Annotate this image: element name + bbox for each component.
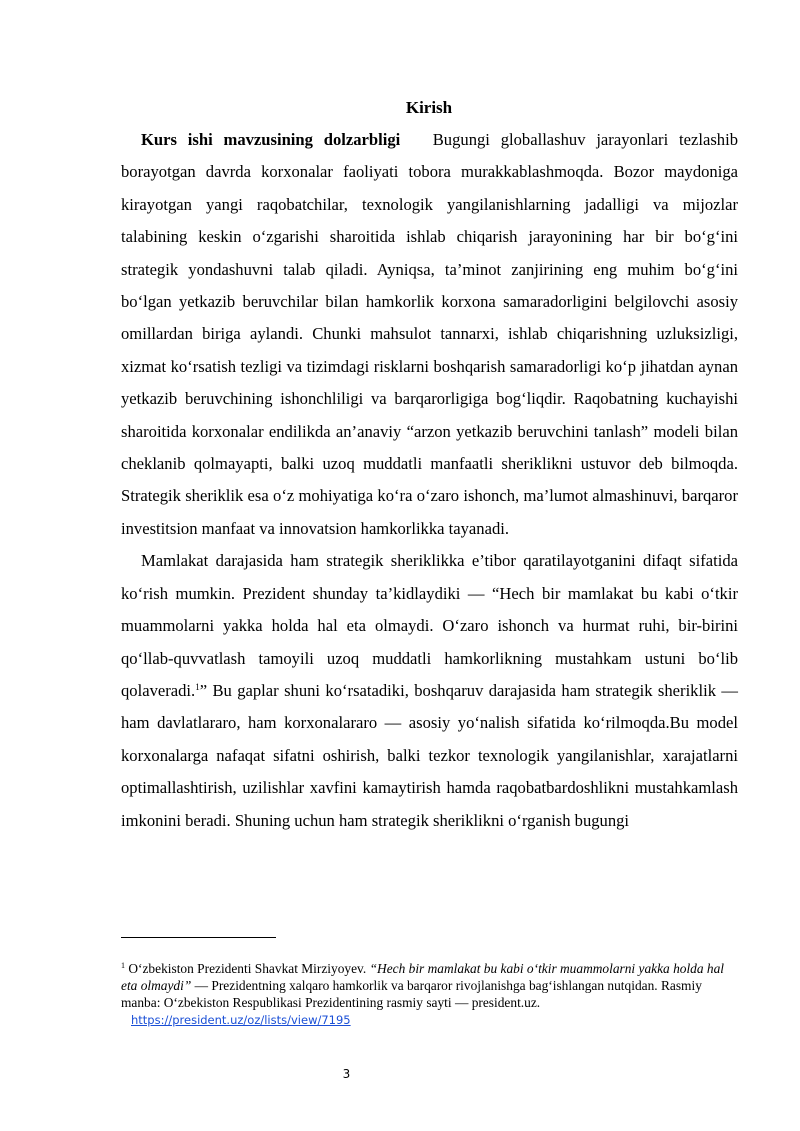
- footnote-separator: [121, 937, 276, 938]
- paragraph-lead: Kurs ishi mavzusining dolzarbligi: [141, 130, 401, 149]
- paragraph-text: Bugungi globallashuv jarayonlari tezlashib borayotgan davrda korxonalar faoliyati tobora murakkablashmoqda. Bozor maydoniga kirayotgan yangi raqobatchilar, texnologik yangilanishlarning jadalligi va mijozlar talabining keskin o‘zgarishi sharoitida ishlab chiqarish jarayonining har bir bo‘g‘ini strategik yondashuvni talab qiladi. Ayniqsa, ta’minot zanjirining eng muhim bo‘g‘ini bo‘lgan yetkazib beruvchilar bilan hamkorlik korxona samaradorligini belgilovchi asosiy omillardan biriga aylandi. Chunki mahsulot tannarxi, ishlab chiqarishning uzluksizligi, xizmat ko‘rsatish tezligi va tizimdagi risklarni boshqarish samaradorligi ko‘p jihatdan aynan yetkazib beruvchining ishonchliligi va barqarorligiga bog‘liqdir. Raqobatning kuchayishi sharoitida korxonalar endilikda an’anaviy “arzon yetkazib beruvchini tanlash” modeli bilan cheklanib qolmayapti, balki uzoq muddatli manfaatli sheriklikni ustuvor deb bilmoqda. Strategik sheriklik esa o‘z mohiyatiga ko‘ra o‘zaro ishonch, ma’lumot almashinuvi, barqaror investitsion manfaat va innovatsion hamkorlikka tayanadi.: [121, 130, 738, 538]
- footnote: [121, 960, 741, 1029]
- paragraph-text: ” Bu gaplar shuni ko‘rsatadiki, boshqaruv darajasida ham strategik sheriklik — ham davlatlararo, ham korxonalararo — asosiy yo‘nalish sifatida ko‘rilmoqda.Bu model korxonalarga nafaqat sifatni oshirish, balki tezkor texnologik yangilanishlar, xarajatlarni optimallashtirish, uzilishlar xavfini kamaytirish hamda raqobatbardoshlikni mustahkamlash imkonini beradi. Shuning uchun ham strategik sheriklikni o‘rganish bugungi: [121, 680, 738, 830]
- paragraph-president-quote: [121, 545, 738, 837]
- footnote-reference[interactable]: 1: [195, 681, 200, 692]
- footnote-quote: “Hech bir mamlakat bu kabi o‘tkir muammolarni yakka holda hal eta olmaydi”: [121, 961, 725, 993]
- paragraph-relevance: [121, 124, 738, 545]
- footnote-source: — Prezidentning xalqaro hamkorlik va barqaror rivojlanishga bag‘ishlangan nutqidan. Rasmiy manba: O‘zbekiston Respublikasi Prezidentining rasmiy sayti — president.uz.: [121, 978, 702, 1010]
- section-heading: Kirish: [405, 98, 453, 117]
- paragraph-text: Mamlakat darajasida ham strategik sheriklikka e’tibor qaratilayotganini difaqt sifatida ko‘rish mumkin. Prezident shunday ta’kidlaydiki — “Hech bir mamlakat bu kabi o‘tkir muammolarni yakka holda hal eta olmaydi. O‘zaro ishonch va hurmat ruhi, bir-birini qo‘llab-quvvatlash tamoyili uzoq muddatli hamkorlikning mustahkam ustuni bo‘lib qolaveradi.: [121, 551, 738, 700]
- footnote-marker: 1: [121, 961, 125, 970]
- footnote-link[interactable]: https://president.uz/oz/lists/view/7195: [131, 1013, 351, 1027]
- page-number: 3: [342, 1067, 351, 1081]
- footnote-prefix: O‘zbekiston Prezidenti Shavkat Mirziyoyev.: [128, 961, 367, 976]
- body-text: [121, 124, 738, 837]
